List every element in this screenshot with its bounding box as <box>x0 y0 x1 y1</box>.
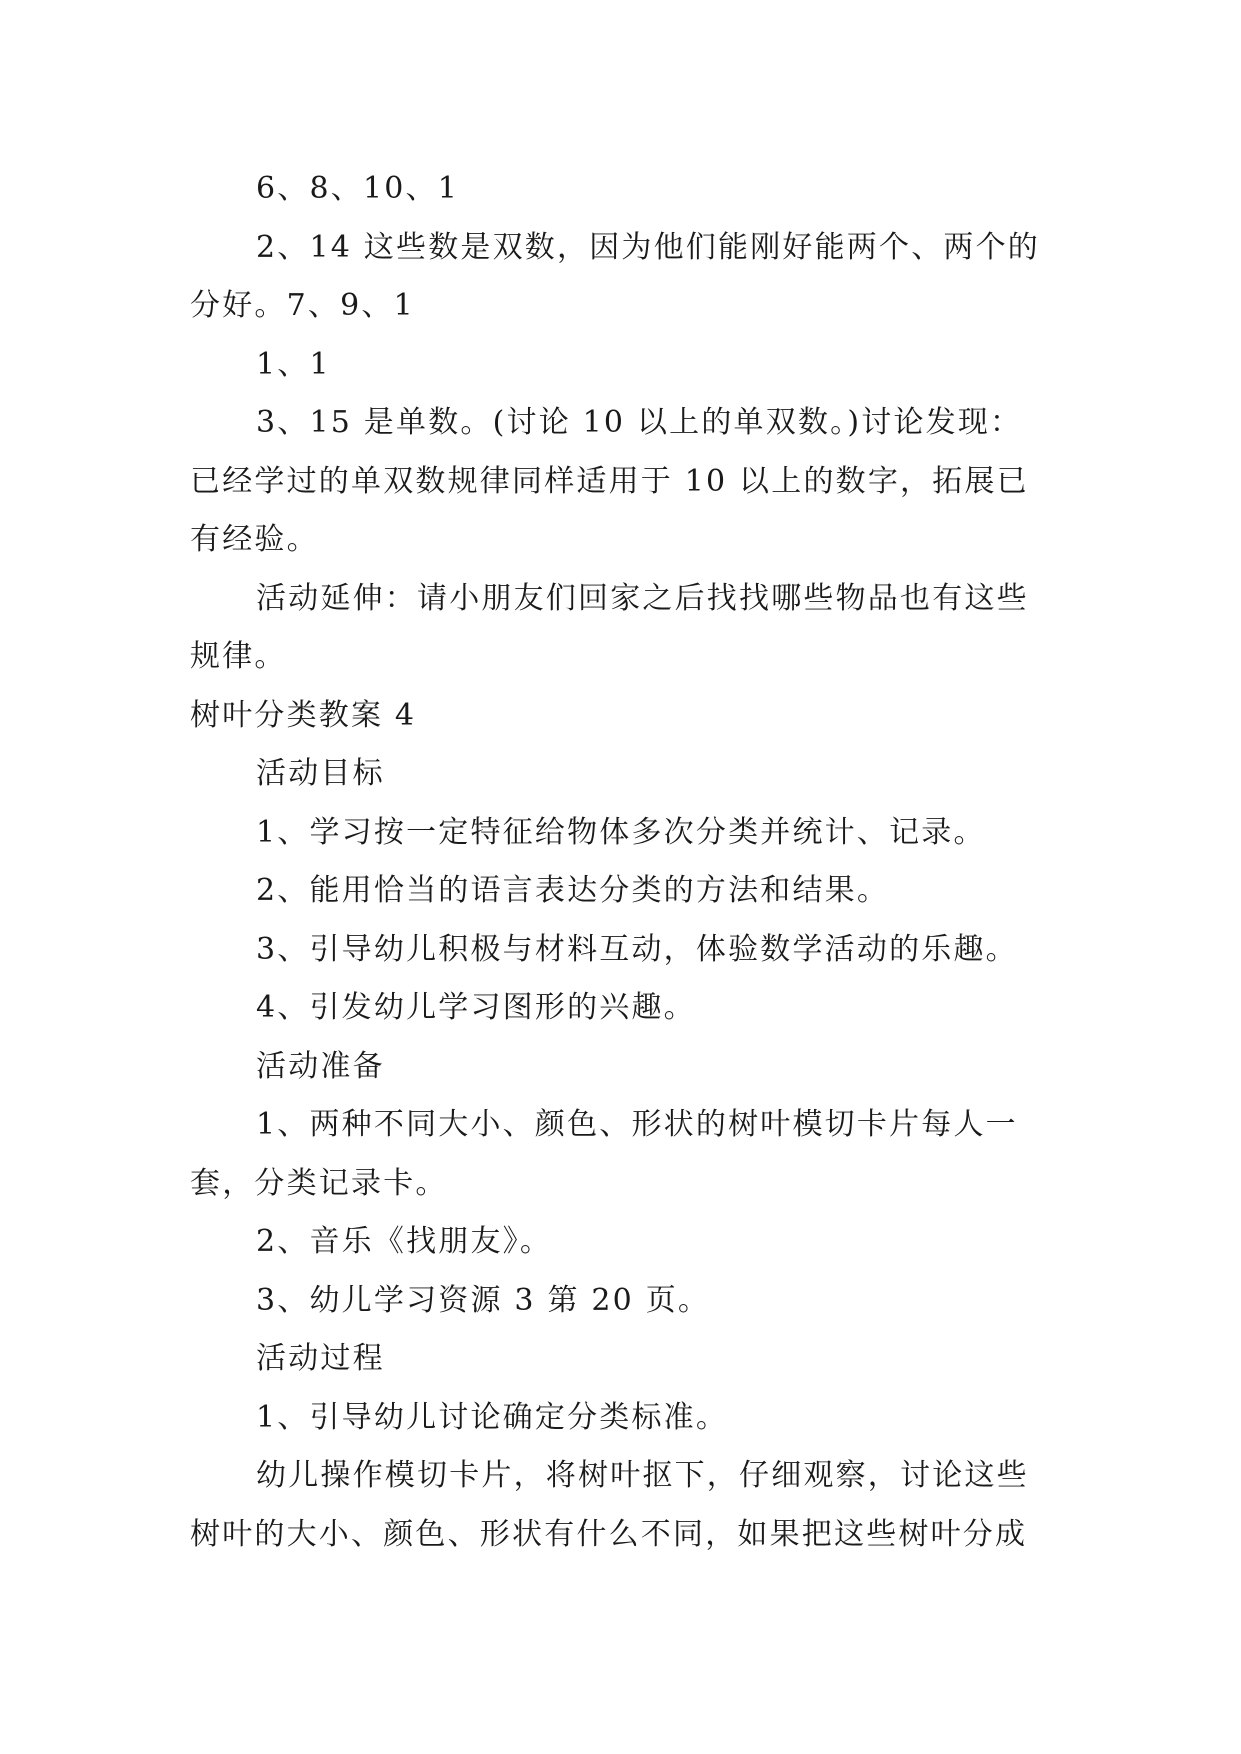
list-item: 3、幼儿学习资源 3 第 20 页。 <box>256 1282 711 1318</box>
list-item: 1、学习按一定特征给物体多次分类并统计、记录。 <box>256 814 986 850</box>
paragraph: 1、1 <box>256 346 331 382</box>
paragraph: 6、8、10、1 <box>256 171 460 206</box>
paragraph: 活动延伸：请小朋友们回家之后找找哪些物品也有这些规律。 <box>190 580 1029 674</box>
subheading: 活动准备 <box>256 1048 385 1084</box>
list-item: 1、两种不同大小、颜色、形状的树叶模切卡片每人一套，分类记录卡。 <box>190 1107 1018 1201</box>
paragraph: 幼儿操作模切卡片，将树叶抠下，仔细观察，讨论这些树叶的大小、颜色、形状有什么不同，如果把这些树叶分成 <box>190 1458 1029 1552</box>
list-item: 2、音乐《找朋友》。 <box>256 1224 553 1259</box>
list-item: 3、引导幼儿积极与材料互动，体验数学活动的乐趣。 <box>256 931 1018 967</box>
list-item: 2、能用恰当的语言表达分类的方法和结果。 <box>256 873 890 908</box>
paragraph: 3、15 是单数。(讨论 10 以上的单双数。)讨论发现：已经学过的单双数规律同样适用于 10 以上的数字，拓展已有经验。 <box>190 405 1029 557</box>
section-heading: 树叶分类教案 4 <box>190 697 417 733</box>
list-item: 1、引导幼儿讨论确定分类标准。 <box>256 1399 729 1435</box>
document-body <box>190 160 1050 1564</box>
subheading: 活动过程 <box>256 1341 385 1376</box>
subheading: 活动目标 <box>256 756 385 791</box>
paragraph: 2、14 这些数是双数，因为他们能刚好能两个、两个的分好。7、9、1 <box>190 229 1040 323</box>
list-item: 4、引发幼儿学习图形的兴趣。 <box>256 990 696 1025</box>
